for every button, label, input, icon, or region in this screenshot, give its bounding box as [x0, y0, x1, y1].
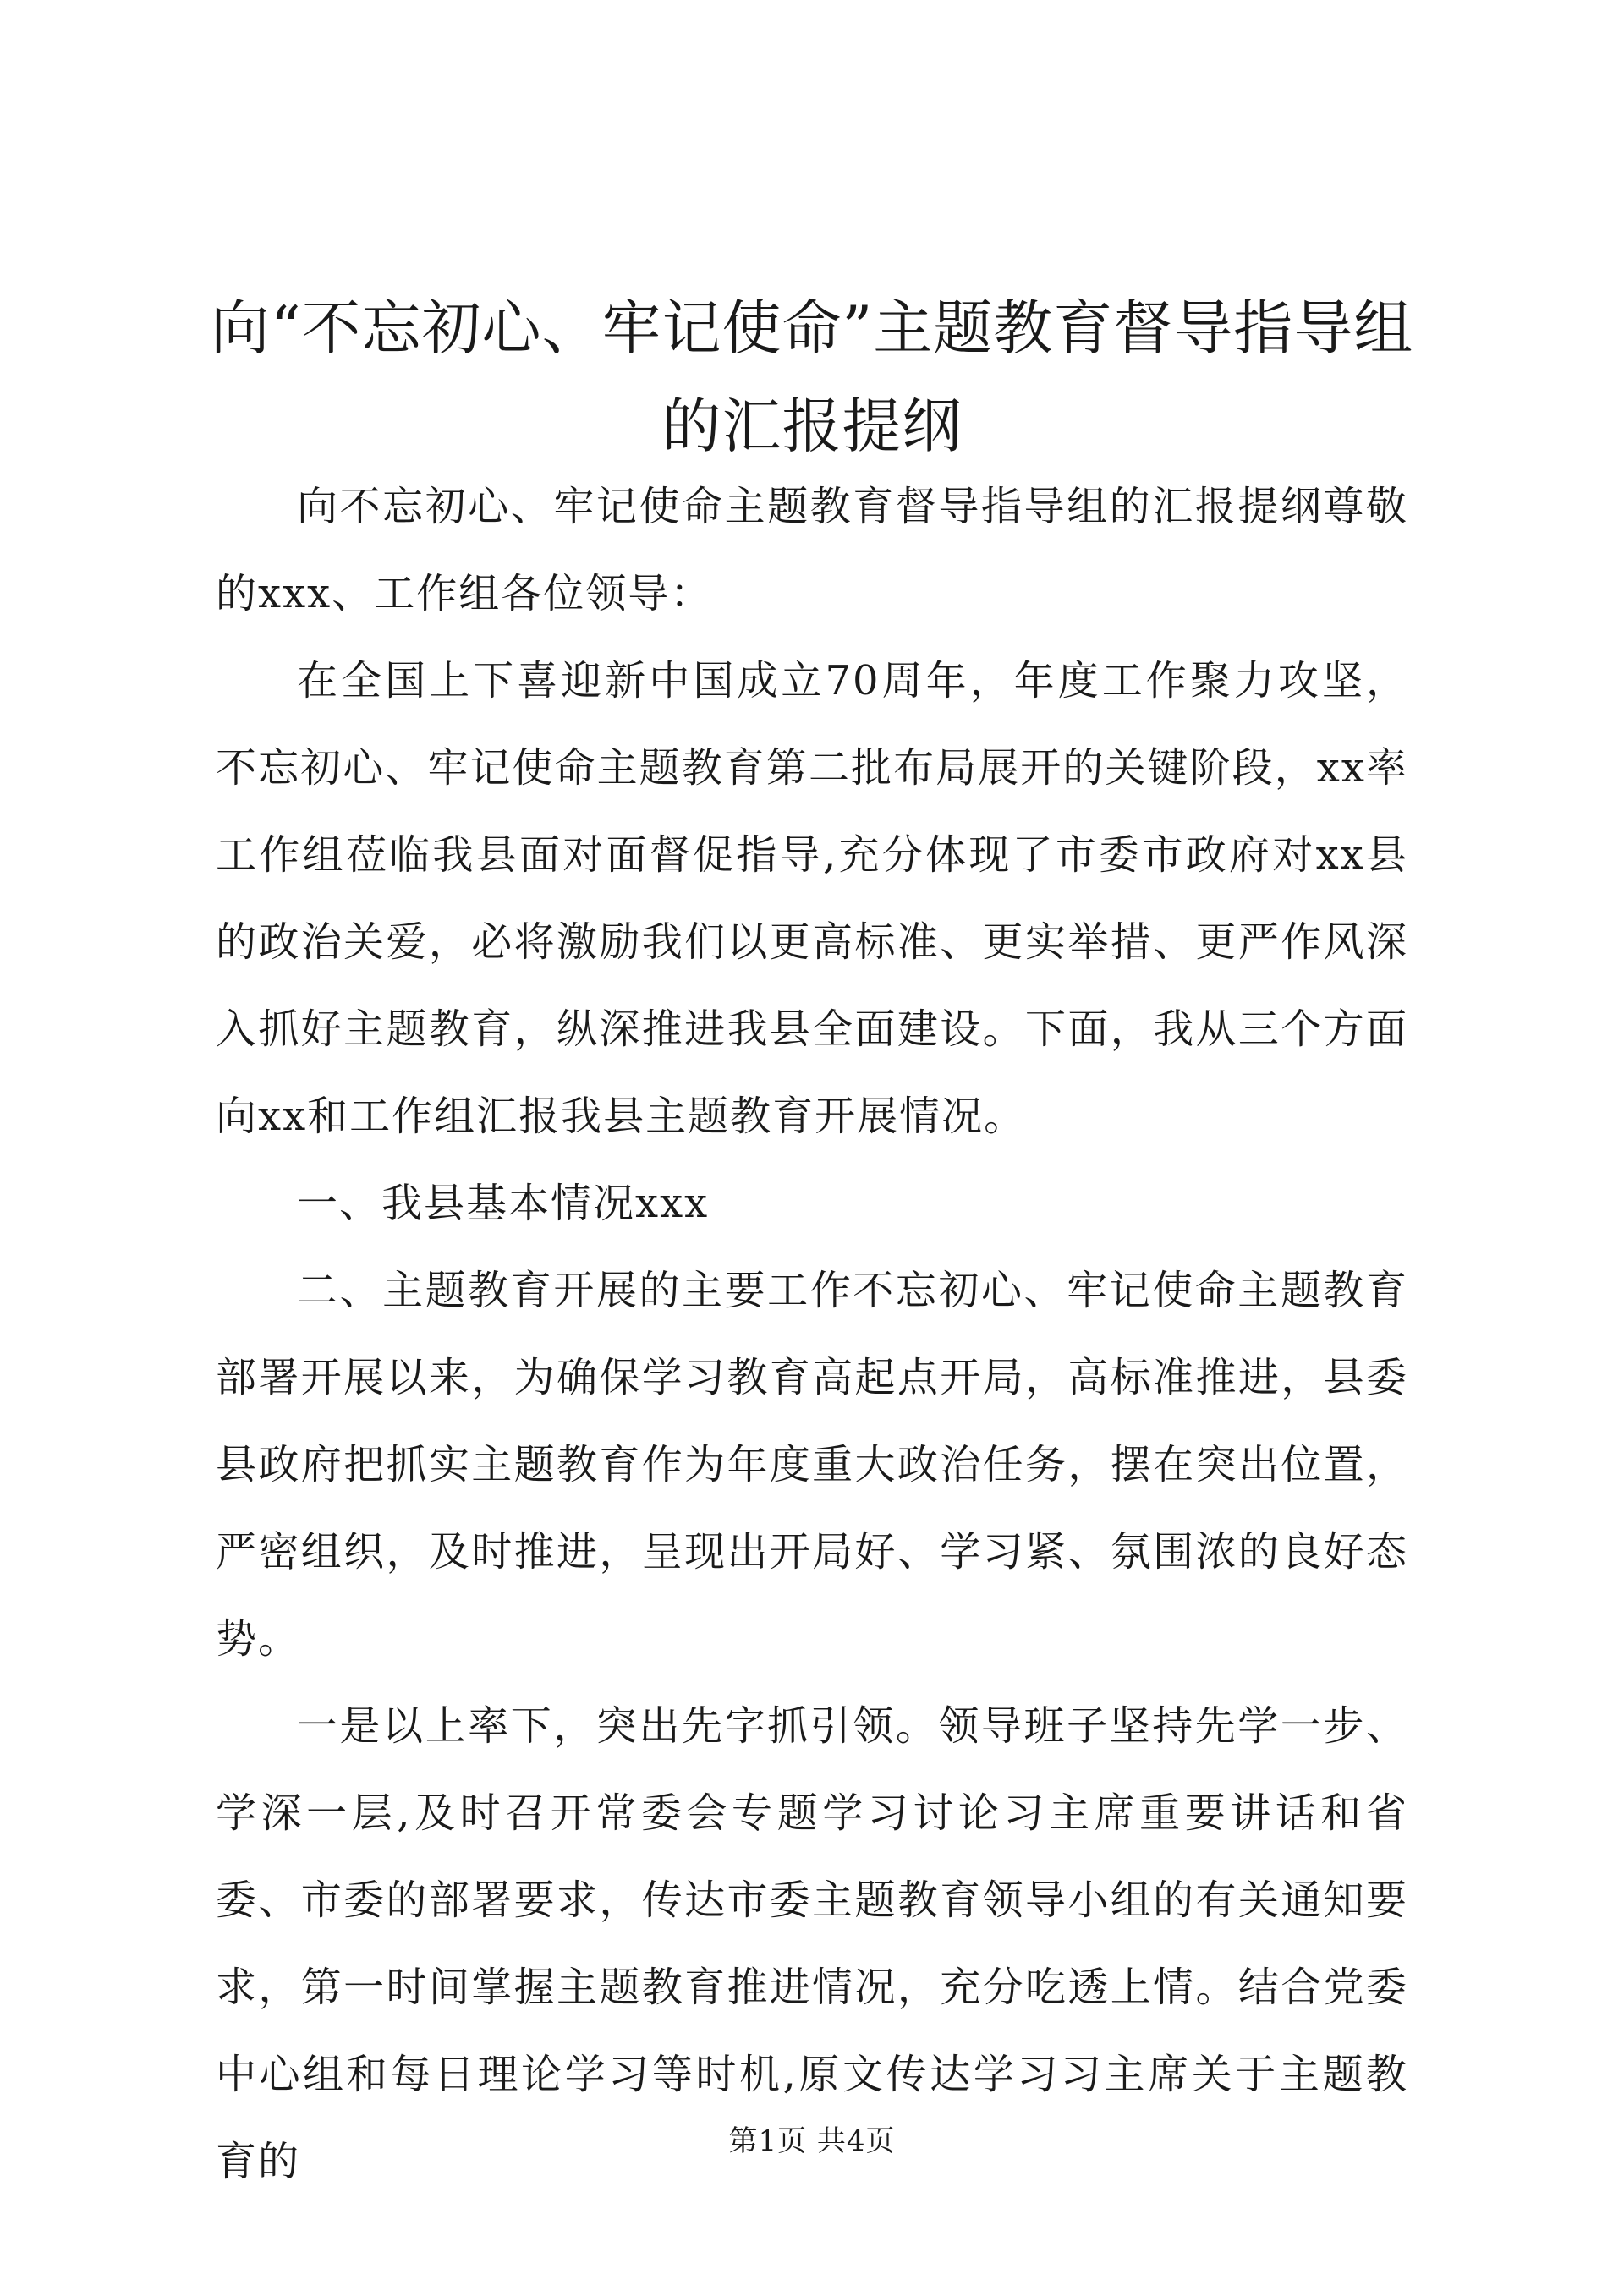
paragraph-section-one: 一、我县基本情况xxx: [297, 1180, 710, 1227]
page-number-footer: 第1页 共4页: [728, 2124, 896, 2158]
paragraph-introduction: 在全国上下喜迎新中国成立70周年，年度工作聚力攻坚，不忘初心、牢记使命主题教育第二批布局展开的关键阶段，xx率工作组莅临我县面对面督促指导,充分体现了市委市政府对xx县的政治关爱，必将激励我们以更高标准、更实举措、更严作风深入抓好主题教育，纵深推进我县全面建设。下面，我从三个方面向xx和工作组汇报我县主题教育开展情况。: [216, 657, 1408, 1140]
paragraph-section-two: 二、主题教育开展的主要工作不忘初心、牢记使命主题教育部署开展以来，为确保学习教育高起点开局，高标准推进，县委县政府把抓实主题教育作为年度重大政治任务，摆在突出位置，严密组织，及时推进，呈现出开局好、学习紧、氛围浓的良好态势。: [216, 1267, 1408, 1663]
paragraph-point-one: 一是以上率下，突出先字抓引领。领导班子坚持先学一步、学深一层,及时召开常委会专题学习讨论习主席重要讲话和省委、市委的部署要求，传达市委主题教育领导小组的有关通知要求，第一时间掌握主题教育推进情况，充分吃透上情。结合党委中心组和每日理论学习等时机,原文传达学习习主席关于主题教育的: [216, 1702, 1408, 2185]
document-title: 向“不忘初心、牢记使命”主题教育督导指导组的汇报提纲: [210, 293, 1414, 461]
document-body: [216, 463, 1408, 2206]
paragraph-salutation: 向不忘初心、牢记使命主题教育督导指导组的汇报提纲尊敬的xxx、工作组各位领导：: [216, 483, 1408, 617]
